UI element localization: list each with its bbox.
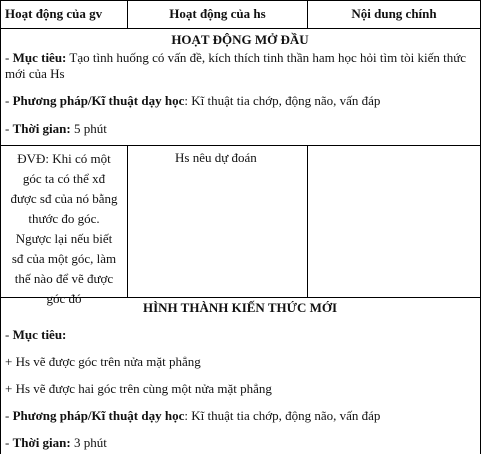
section2-time: - Thời gian: 3 phút (5, 435, 107, 450)
section2-title: HÌNH THÀNH KIẾN THỨC MỚI (142, 300, 338, 315)
section1-goal-text: Tạo tình huống có vấn đề, kích thích tinh thần ham học hỏi tìm tòi kiến thức (66, 50, 467, 65)
section2-time-label: Thời gian: (12, 435, 71, 450)
header-content: Nội dung chính (351, 6, 437, 21)
section1-time-text: 5 phút (70, 121, 107, 136)
column-divider-1-body (127, 145, 128, 297)
gv-line: Ngược lại nếu biết (15, 231, 113, 246)
section1-title: HOẠT ĐỘNG MỞ ĐẦU (171, 32, 309, 47)
section2-method-text: : Kĩ thuật tia chớp, động não, vấn đáp (184, 408, 381, 423)
gv-line: thước đo góc. (28, 211, 100, 226)
section2-goal-item2: + Hs vẽ được hai góc trên cùng một nửa mặt phẳng (5, 381, 272, 396)
section1-method-label: Phương pháp/Kĩ thuật dạy học (12, 93, 185, 108)
section2-goal-label: Mục tiêu: (12, 327, 67, 342)
section2-method-label: Phương pháp/Kĩ thuật dạy học (12, 408, 185, 423)
section2-time-text: 3 phút (70, 435, 107, 450)
section1-goal-label: Mục tiêu: (12, 50, 67, 65)
table-border-right (480, 0, 481, 454)
section2-method: - Phương pháp/Kĩ thuật dạy học: Kĩ thuật tia chớp, động não, vấn đáp (5, 408, 381, 423)
header-hs: Hoạt động của hs (169, 6, 266, 21)
column-divider-2-body (307, 145, 308, 297)
section2-goal: - Mục tiêu: (5, 327, 67, 342)
section1-method: - Phương pháp/Kĩ thuật dạy học: Kĩ thuật tia chớp, động não, vấn đáp (5, 93, 381, 108)
section1-gv-cell (1, 149, 127, 309)
gv-line: ĐVĐ: Khi có một (17, 151, 111, 166)
section1-time-label: Thời gian: (12, 121, 71, 136)
section1-method-text: : Kĩ thuật tia chớp, động não, vấn đáp (184, 93, 381, 108)
section1-hs-cell: Hs nêu dự đoán (175, 150, 257, 165)
gv-line: góc ta có thể xđ (22, 171, 106, 186)
header-row-divider (0, 28, 481, 29)
section1-time: - Thời gian: 5 phút (5, 121, 107, 136)
header-gv: Hoạt động của gv (5, 6, 103, 21)
section1-goals-divider (0, 145, 481, 146)
gv-line: góc đó (46, 291, 82, 306)
section2-goal-item1: + Hs vẽ được góc trên nửa mặt phẳng (5, 354, 201, 369)
section1-goal-line2: mới của Hs (5, 66, 65, 81)
gv-line: thế nào để vẽ được (14, 271, 114, 286)
table-border-top (0, 0, 481, 1)
gv-line: được sđ của nó bằng (10, 191, 118, 206)
gv-line: sđ của một góc, làm (11, 251, 117, 266)
section1-goal-line1: - Mục tiêu: Tạo tình huống có vấn đề, kích thích tinh thần ham học hỏi tìm tòi kiến thức (5, 50, 467, 65)
